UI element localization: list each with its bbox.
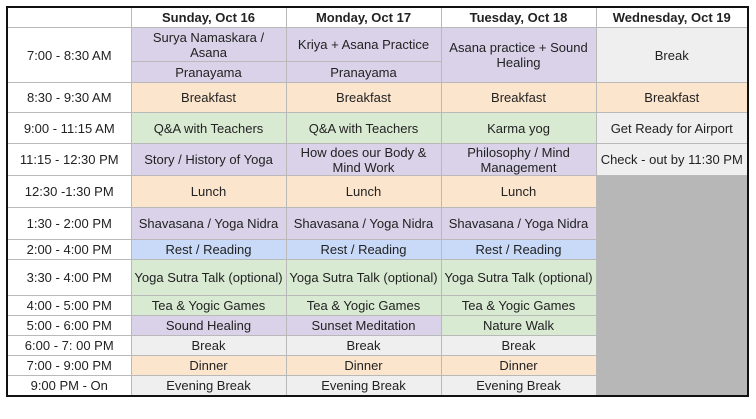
time-cell[interactable]: 1:30 - 2:00 PM — [7, 208, 131, 240]
table-row — [7, 113, 748, 144]
schedule-cell[interactable]: Tea & Yogic Games — [131, 296, 286, 316]
schedule-cell[interactable]: Breakfast — [286, 83, 441, 113]
schedule-cell[interactable]: Story / History of Yoga — [131, 144, 286, 176]
schedule-cell[interactable]: Check - out by 11:30 PM — [596, 144, 748, 176]
schedule-cell[interactable]: Dinner — [441, 356, 596, 376]
schedule-cell[interactable]: Kriya + Asana Practice — [286, 28, 441, 62]
schedule-cell[interactable]: Break — [131, 336, 286, 356]
schedule-cell[interactable]: Breakfast — [131, 83, 286, 113]
time-cell[interactable]: 2:00 - 4:00 PM — [7, 240, 131, 260]
time-cell[interactable]: 7:00 - 9:00 PM — [7, 356, 131, 376]
schedule-cell[interactable]: Yoga Sutra Talk (optional) — [131, 260, 286, 296]
time-cell[interactable]: 8:30 - 9:30 AM — [7, 83, 131, 113]
schedule-cell[interactable]: Philosophy / Mind Management — [441, 144, 596, 176]
schedule-cell[interactable]: Rest / Reading — [286, 240, 441, 260]
schedule-cell[interactable]: Rest / Reading — [441, 240, 596, 260]
schedule-cell[interactable]: Shavasana / Yoga Nidra — [131, 208, 286, 240]
schedule-cell[interactable]: Nature Walk — [441, 316, 596, 336]
schedule-cell[interactable]: Get Ready for Airport — [596, 113, 748, 144]
schedule-cell[interactable]: Yoga Sutra Talk (optional) — [441, 260, 596, 296]
time-cell[interactable]: 3:30 - 4:00 PM — [7, 260, 131, 296]
header-row — [7, 7, 748, 28]
time-cell[interactable]: 6:00 - 7: 00 PM — [7, 336, 131, 356]
schedule-cell[interactable]: Rest / Reading — [131, 240, 286, 260]
schedule-cell[interactable]: Lunch — [441, 176, 596, 208]
schedule-table — [6, 6, 749, 397]
table-row — [7, 83, 748, 113]
schedule-cell[interactable]: Q&A with Teachers — [131, 113, 286, 144]
time-cell[interactable]: 9:00 - 11:15 AM — [7, 113, 131, 144]
schedule-cell[interactable]: Tea & Yogic Games — [286, 296, 441, 316]
schedule-cell[interactable]: Pranayama — [286, 62, 441, 83]
schedule-cell[interactable]: Karma yog — [441, 113, 596, 144]
schedule-cell[interactable]: Break — [596, 28, 748, 83]
schedule-cell[interactable]: Tea & Yogic Games — [441, 296, 596, 316]
day-header-tuesday[interactable]: Tuesday, Oct 18 — [441, 7, 596, 28]
schedule-cell[interactable]: Lunch — [131, 176, 286, 208]
schedule-cell[interactable]: Dinner — [286, 356, 441, 376]
schedule-cell[interactable]: Breakfast — [441, 83, 596, 113]
table-row — [7, 28, 748, 62]
time-cell[interactable]: 5:00 - 6:00 PM — [7, 316, 131, 336]
schedule-cell[interactable]: Evening Break — [441, 376, 596, 396]
time-cell[interactable]: 7:00 - 8:30 AM — [7, 28, 131, 83]
time-cell[interactable]: 4:00 - 5:00 PM — [7, 296, 131, 316]
schedule-cell[interactable]: Shavasana / Yoga Nidra — [441, 208, 596, 240]
day-header-sunday[interactable]: Sunday, Oct 16 — [131, 7, 286, 28]
schedule-cell[interactable]: How does our Body & Mind Work — [286, 144, 441, 176]
schedule-cell[interactable]: Breakfast — [596, 83, 748, 113]
schedule-cell[interactable]: Dinner — [131, 356, 286, 376]
schedule-cell[interactable]: Break — [286, 336, 441, 356]
schedule-cell[interactable]: Asana practice + Sound Healing — [441, 28, 596, 83]
day-header-monday[interactable]: Monday, Oct 17 — [286, 7, 441, 28]
time-cell[interactable]: 9:00 PM - On — [7, 376, 131, 396]
schedule-cell[interactable]: Lunch — [286, 176, 441, 208]
time-cell[interactable]: 11:15 - 12:30 PM — [7, 144, 131, 176]
table-row — [7, 144, 748, 176]
schedule-cell[interactable]: Sound Healing — [131, 316, 286, 336]
schedule-cell[interactable]: Sunset Meditation — [286, 316, 441, 336]
schedule-cell[interactable]: Yoga Sutra Talk (optional) — [286, 260, 441, 296]
schedule-cell[interactable]: Pranayama — [131, 62, 286, 83]
schedule-cell[interactable]: Break — [441, 336, 596, 356]
schedule-sheet — [6, 6, 749, 397]
corner-cell[interactable] — [7, 7, 131, 28]
schedule-cell[interactable]: Surya Namaskara / Asana — [131, 28, 286, 62]
day-header-wednesday[interactable]: Wednesday, Oct 19 — [596, 7, 748, 28]
empty-block — [596, 176, 748, 396]
schedule-cell[interactable]: Evening Break — [131, 376, 286, 396]
schedule-cell[interactable]: Evening Break — [286, 376, 441, 396]
time-cell[interactable]: 12:30 -1:30 PM — [7, 176, 131, 208]
schedule-cell[interactable]: Q&A with Teachers — [286, 113, 441, 144]
schedule-cell[interactable]: Shavasana / Yoga Nidra — [286, 208, 441, 240]
table-row — [7, 176, 748, 208]
